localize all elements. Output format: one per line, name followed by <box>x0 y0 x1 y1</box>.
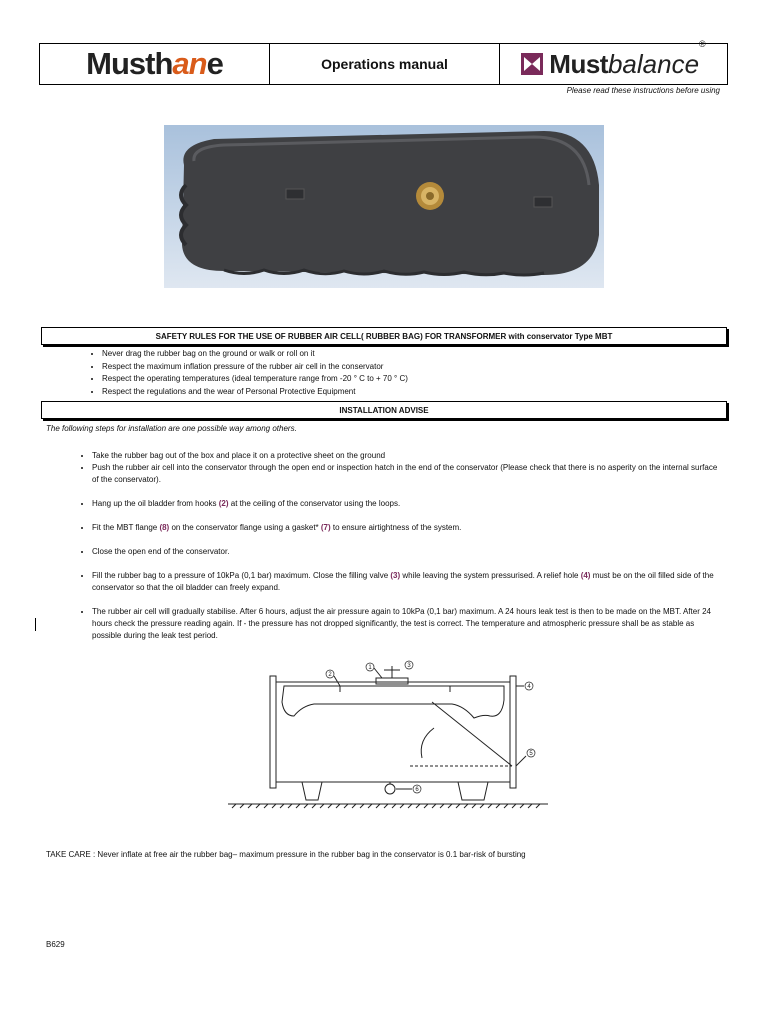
step-text: must be on the oil filled side of the conservator so that the oil bladder can freely expand. <box>92 571 714 592</box>
step-text: while leaving the system pressurised. A relief hole <box>400 571 581 580</box>
safety-rules-heading: SAFETY RULES FOR THE USE OF RUBBER AIR CELL( RUBBER BAG) FOR TRANSFORMER with conservator Type MBT <box>41 327 727 345</box>
musthane-logo <box>40 44 270 84</box>
logo-text-part: e <box>206 46 223 81</box>
list-item: • Respect the operating temperatures (ideal temperature range from -20 ° C to + 70 ° C) <box>102 373 722 386</box>
logo-text-part: Musth <box>86 46 173 81</box>
callout-label: 5 <box>529 751 533 757</box>
callout-label: 4 <box>527 684 531 690</box>
text-cursor <box>35 618 36 631</box>
reference-number: (2) <box>218 499 229 508</box>
callout-label: 3 <box>407 663 411 669</box>
logo-must-text: Must <box>549 48 608 79</box>
callout-label: 6 <box>415 787 419 793</box>
step-text: at the ceiling of the conservator using the loops. <box>228 499 401 508</box>
document-code: B629 <box>46 940 65 949</box>
list-item: • Take the rubber bag out of the box and place it on a protective sheet on the ground <box>92 450 720 462</box>
installation-intro: The following steps for installation are one possible way among others. <box>46 424 297 433</box>
logo-balance-text: balance <box>607 48 700 79</box>
take-care-warning: TAKE CARE : Never inflate at free air the rubber bag– maximum pressure in the rubber bag in the conservator is 0.1 bar-risk of bursting <box>46 850 526 859</box>
list-item: • Never drag the rubber bag on the ground or walk or roll on it <box>102 348 722 361</box>
list-item: • Respect the maximum inflation pressure of the rubber air cell in the conservator <box>102 361 722 374</box>
reference-number: (8) <box>159 523 170 532</box>
reference-number: (7) <box>320 523 331 532</box>
document-header <box>39 38 728 85</box>
mustbalance-mark-icon <box>521 53 543 75</box>
mustbalance-logo <box>500 38 727 84</box>
list-item <box>92 498 720 510</box>
installation-steps <box>70 450 720 654</box>
list-item: • The rubber air cell will gradually stabilise. After 6 hours, adjust the air pressure again to 10kPa (0,1 bar) maximum. A 24 hours leak test is then to be made on the MBT. After 24 hours check the pressure reading again. If - the pressure has not dropped significantly, the test is correct. The temperature and atmospheric pressure shall be as stable as possible during the leak test period. <box>92 606 720 642</box>
conservator-diagram <box>222 658 552 813</box>
registered-mark: ® <box>699 38 706 49</box>
list-item <box>92 570 720 594</box>
callout-label: 1 <box>368 665 372 671</box>
list-item: • Push the rubber air cell into the conservator through the open end or inspection hatch in the end of the conservator (Please check that there is no asperity on the internal surface of the conservator). <box>92 462 720 486</box>
step-text: Fit the MBT flange <box>92 523 160 532</box>
title-cell <box>270 44 500 84</box>
rubber-bag-photo <box>164 125 604 288</box>
safety-rules-list <box>80 348 722 398</box>
step-text: to ensure airtightness of the system. <box>330 523 462 532</box>
step-text: Hang up the oil bladder from hooks <box>92 499 219 508</box>
page-title: Operations manual <box>321 56 448 72</box>
step-text: Fill the rubber bag to a pressure of 10kPa (0,1 bar) maximum. Close the filling valve <box>92 571 391 580</box>
installation-heading: INSTALLATION ADVISE <box>41 401 727 419</box>
reading-note: Please read these instructions before using <box>566 86 720 95</box>
callout-label: 2 <box>328 672 332 678</box>
logo-text-accent: an <box>172 46 207 81</box>
list-item <box>92 522 720 534</box>
list-item: • Close the open end of the conservator. <box>92 546 720 558</box>
reference-number: (4) <box>580 571 591 580</box>
step-text: on the conservator flange using a gasket* <box>169 523 321 532</box>
reference-number: (3) <box>390 571 401 580</box>
list-item: • Respect the regulations and the wear of Personal Protective Equipment <box>102 386 722 399</box>
